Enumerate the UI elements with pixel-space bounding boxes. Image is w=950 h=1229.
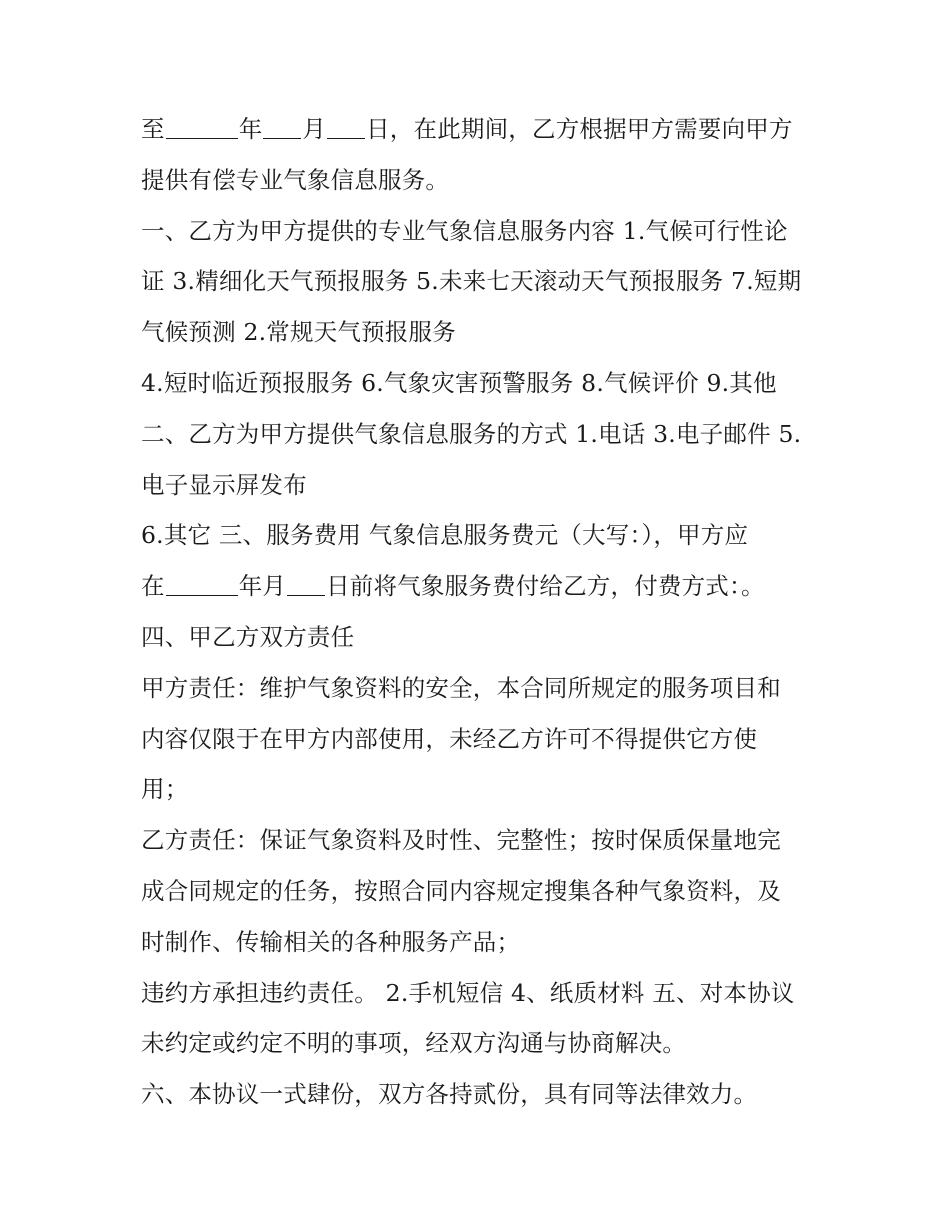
section-two-heading: 二、乙方为甲方提供气象信息服务的方式 1.电话 3.电子邮件 5. bbox=[141, 419, 802, 448]
section-one-heading: 一、乙方为甲方提供的专业气象信息服务内容 1.气候可行性论 bbox=[141, 216, 788, 245]
paragraph-line: 证 3.精细化天气预报服务 5.未来七天滚动天气预报服务 7.短期 bbox=[141, 267, 802, 296]
paragraph-line: 用； bbox=[141, 775, 189, 804]
paragraph-line: 气候预测 2.常规天气预报服务 bbox=[141, 318, 456, 347]
paragraph-line: 内容仅限于在甲方内部使用，未经乙方许可不得提供它方使 bbox=[141, 724, 758, 753]
fill-in-blank-year bbox=[166, 571, 238, 596]
fill-in-blank-year bbox=[166, 114, 238, 139]
paragraph-line: 未约定或约定不明的事项，经双方沟通与协商解决。 bbox=[141, 1029, 687, 1058]
paragraph-line: 提供有偿专业气象信息服务。 bbox=[141, 165, 450, 194]
line-text: 年月 bbox=[238, 572, 287, 601]
paragraph-line: 乙方责任：保证气象资料及时性、完整性；按时保质保量地完 bbox=[141, 826, 781, 855]
section-four-heading: 四、甲乙方双方责任 bbox=[141, 622, 355, 651]
line-text: 年 bbox=[238, 115, 263, 143]
line-text: 日，在此期间，乙方根据甲方需要向甲方 bbox=[366, 115, 793, 143]
contract-body bbox=[141, 104, 821, 1120]
paragraph-line bbox=[141, 104, 821, 155]
line-text: 月 bbox=[302, 115, 327, 143]
paragraph-line: 成合同规定的任务，按照合同内容规定搜集各种气象资料，及 bbox=[141, 876, 781, 905]
fill-in-blank-month bbox=[263, 114, 301, 139]
line-text: 至 bbox=[141, 115, 165, 143]
paragraph-line: 时制作、传输相关的各种服务产品； bbox=[141, 927, 521, 956]
paragraph-line: 电子显示屏发布 bbox=[141, 470, 307, 499]
section-six-heading: 六、本协议一式肆份，双方各持贰份，具有同等法律效力。 bbox=[141, 1080, 758, 1109]
line-text: 日前将气象服务费付给乙方，付费方式：。 bbox=[326, 572, 765, 601]
section-three-heading: 6.其它 三、服务费用 气象信息服务费元（大写：），甲方应 bbox=[141, 521, 749, 550]
fill-in-blank-day bbox=[287, 571, 325, 596]
paragraph-line: 4.短时临近预报服务 6.气象灾害预警服务 8.气候评价 9.其他 bbox=[141, 368, 777, 397]
paragraph-line: 甲方责任：维护气象资料的安全，本合同所规定的服务项目和 bbox=[141, 673, 781, 702]
line-text: 在 bbox=[141, 572, 165, 601]
paragraph-line bbox=[141, 561, 821, 612]
fill-in-blank-day bbox=[327, 114, 365, 139]
paragraph-line: 违约方承担违约责任。 2.手机短信 4、纸质材料 五、对本协议 bbox=[141, 978, 795, 1007]
